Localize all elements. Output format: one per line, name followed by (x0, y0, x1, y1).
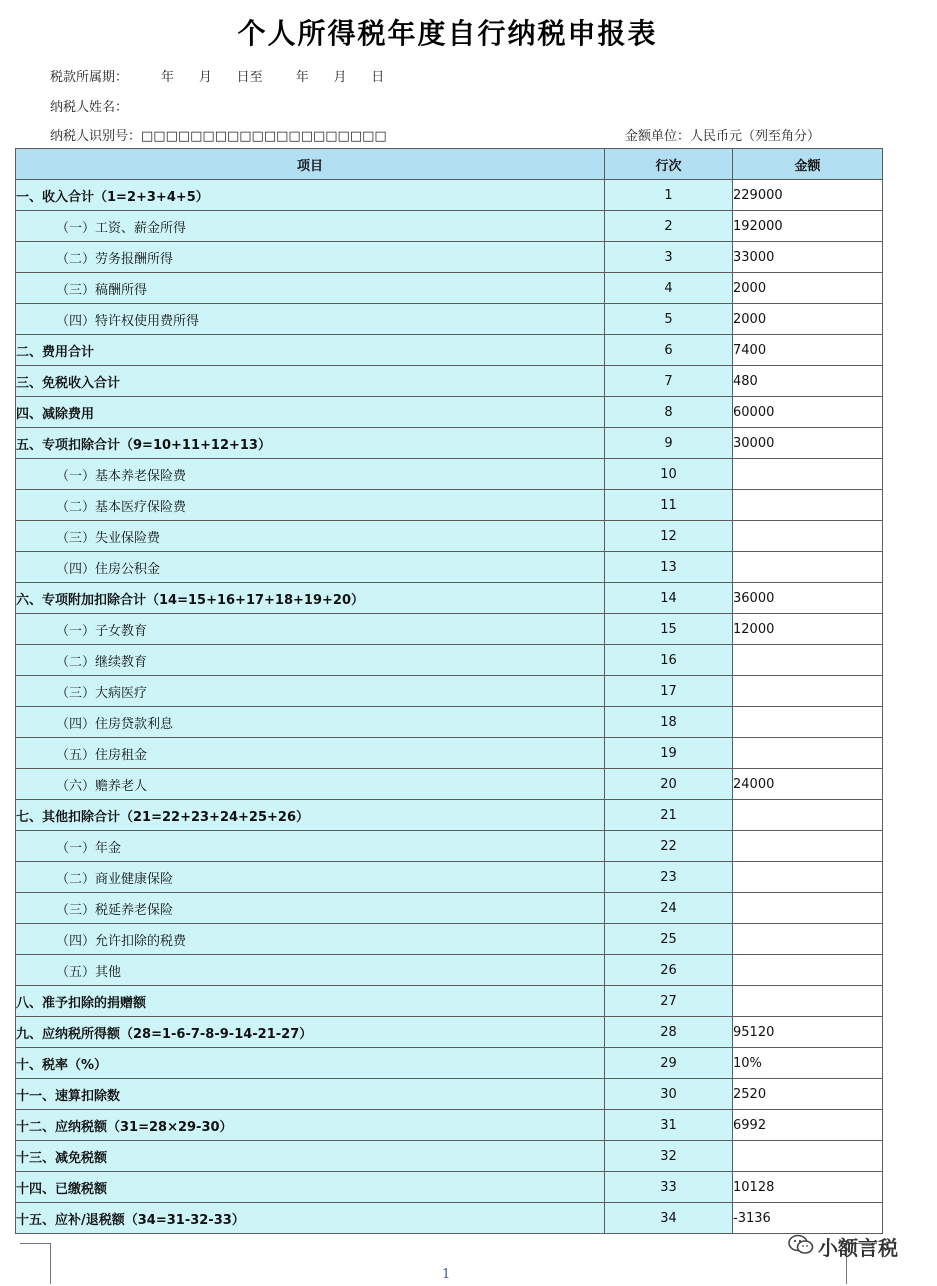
table-row (16, 676, 883, 707)
row-amount-cell[interactable]: 36000 (733, 583, 883, 614)
row-item-label: （一）年金 (16, 831, 605, 862)
row-line-number: 34 (605, 1203, 733, 1234)
row-line-number: 14 (605, 583, 733, 614)
header-line: 行次 (605, 149, 733, 180)
row-amount-cell[interactable] (733, 459, 883, 490)
row-item-label: 十一、速算扣除数 (16, 1079, 605, 1110)
row-item-label: 二、费用合计 (16, 335, 605, 366)
row-line-number: 15 (605, 614, 733, 645)
row-item-label: （一）工资、薪金所得 (16, 211, 605, 242)
table-row (16, 583, 883, 614)
row-line-number: 22 (605, 831, 733, 862)
row-amount-cell[interactable] (733, 831, 883, 862)
row-line-number: 33 (605, 1172, 733, 1203)
row-item-label: （二）劳务报酬所得 (16, 242, 605, 273)
row-amount-cell[interactable] (733, 924, 883, 955)
page-number: 1 (442, 1267, 451, 1282)
row-amount-cell[interactable]: 60000 (733, 397, 883, 428)
row-amount-cell[interactable] (733, 521, 883, 552)
row-amount-cell[interactable]: 2000 (733, 304, 883, 335)
table-row (16, 986, 883, 1017)
row-line-number: 4 (605, 273, 733, 304)
table-row (16, 273, 883, 304)
row-line-number: 27 (605, 986, 733, 1017)
table-row (16, 1141, 883, 1172)
table-row (16, 1017, 883, 1048)
table-row (16, 552, 883, 583)
row-item-label: 十四、已缴税额 (16, 1172, 605, 1203)
row-line-number: 29 (605, 1048, 733, 1079)
row-item-label: （三）税延养老保险 (16, 893, 605, 924)
row-amount-cell[interactable] (733, 676, 883, 707)
tax-return-table (15, 148, 883, 1234)
row-amount-cell[interactable] (733, 490, 883, 521)
row-amount-cell[interactable]: 10% (733, 1048, 883, 1079)
table-header-row (16, 149, 883, 180)
table-row (16, 738, 883, 769)
row-item-label: （一）子女教育 (16, 614, 605, 645)
row-item-label: 五、专项扣除合计（9=10+11+12+13） (16, 428, 605, 459)
row-item-label: （四）住房贷款利息 (16, 707, 605, 738)
table-row (16, 304, 883, 335)
header-amount: 金额 (733, 149, 883, 180)
table-row (16, 428, 883, 459)
row-amount-cell[interactable] (733, 800, 883, 831)
row-amount-cell[interactable] (733, 1141, 883, 1172)
table-row (16, 955, 883, 986)
row-amount-cell[interactable]: 229000 (733, 180, 883, 211)
row-line-number: 5 (605, 304, 733, 335)
row-item-label: （三）稿酬所得 (16, 273, 605, 304)
row-item-label: （四）允许扣除的税费 (16, 924, 605, 955)
row-item-label: 一、收入合计（1=2+3+4+5） (16, 180, 605, 211)
wechat-icon (788, 1234, 814, 1260)
row-line-number: 25 (605, 924, 733, 955)
table-row (16, 831, 883, 862)
row-item-label: 十三、减免税额 (16, 1141, 605, 1172)
taxpayer-name-label: 纳税人姓名： (50, 100, 129, 115)
row-line-number: 3 (605, 242, 733, 273)
row-amount-cell[interactable]: 2000 (733, 273, 883, 304)
row-line-number: 11 (605, 490, 733, 521)
table-row (16, 769, 883, 800)
table-row (16, 490, 883, 521)
row-item-label: 七、其他扣除合计（21=22+23+24+25+26） (16, 800, 605, 831)
row-amount-cell[interactable] (733, 893, 883, 924)
row-amount-cell[interactable] (733, 645, 883, 676)
table-row (16, 366, 883, 397)
row-amount-cell[interactable]: 7400 (733, 335, 883, 366)
row-item-label: 四、减除费用 (16, 397, 605, 428)
watermark-text: 小额言税 (818, 1236, 898, 1260)
table-row (16, 335, 883, 366)
row-line-number: 19 (605, 738, 733, 769)
row-line-number: 9 (605, 428, 733, 459)
row-line-number: 24 (605, 893, 733, 924)
table-row (16, 800, 883, 831)
row-line-number: 21 (605, 800, 733, 831)
table-row (16, 242, 883, 273)
table-row (16, 1172, 883, 1203)
table-row (16, 1203, 883, 1234)
table-row (16, 180, 883, 211)
table-row (16, 1110, 883, 1141)
taxpayer-id-label: 纳税人识别号： (50, 129, 142, 144)
row-amount-cell[interactable] (733, 955, 883, 986)
row-line-number: 7 (605, 366, 733, 397)
row-item-label: （三）大病医疗 (16, 676, 605, 707)
tax-period: 税款所属期： 年 月 日至 年 月 日 (50, 70, 385, 85)
row-amount-cell[interactable]: 12000 (733, 614, 883, 645)
table-row (16, 1079, 883, 1110)
row-amount-cell[interactable]: 480 (733, 366, 883, 397)
row-amount-cell[interactable] (733, 986, 883, 1017)
table-row (16, 521, 883, 552)
row-line-number: 12 (605, 521, 733, 552)
page-corner-mark-left (20, 1243, 51, 1284)
table-row (16, 645, 883, 676)
row-line-number: 2 (605, 211, 733, 242)
row-amount-cell[interactable] (733, 552, 883, 583)
row-amount-cell[interactable] (733, 707, 883, 738)
row-item-label: （三）失业保险费 (16, 521, 605, 552)
row-item-label: （四）特许权使用费所得 (16, 304, 605, 335)
table-row (16, 459, 883, 490)
row-line-number: 31 (605, 1110, 733, 1141)
table-row (16, 614, 883, 645)
table-row (16, 211, 883, 242)
row-line-number: 20 (605, 769, 733, 800)
row-item-label: 六、专项附加扣除合计（14=15+16+17+18+19+20） (16, 583, 605, 614)
row-amount-cell[interactable]: 30000 (733, 428, 883, 459)
row-item-label: （五）住房租金 (16, 738, 605, 769)
row-item-label: 九、应纳税所得额（28=1-6-7-8-9-14-21-27） (16, 1017, 605, 1048)
form-title: 个人所得税年度自行纳税申报表 (237, 17, 658, 50)
row-amount-cell[interactable]: 95120 (733, 1017, 883, 1048)
row-line-number: 10 (605, 459, 733, 490)
row-line-number: 18 (605, 707, 733, 738)
currency-unit: 金额单位：人民币元（列至角分） (625, 129, 821, 144)
row-item-label: （五）其他 (16, 955, 605, 986)
row-line-number: 30 (605, 1079, 733, 1110)
row-line-number: 8 (605, 397, 733, 428)
row-line-number: 32 (605, 1141, 733, 1172)
row-amount-cell[interactable]: 33000 (733, 242, 883, 273)
row-amount-cell[interactable]: -3136 (733, 1203, 883, 1234)
row-line-number: 13 (605, 552, 733, 583)
row-item-label: （六）赡养老人 (16, 769, 605, 800)
table-row (16, 893, 883, 924)
table-row (16, 1048, 883, 1079)
row-amount-cell[interactable]: 24000 (733, 769, 883, 800)
row-amount-cell[interactable]: 192000 (733, 211, 883, 242)
row-item-label: 三、免税收入合计 (16, 366, 605, 397)
row-item-label: 十二、应纳税额（31=28×29-30） (16, 1110, 605, 1141)
row-item-label: （四）住房公积金 (16, 552, 605, 583)
taxpayer-id-boxes: □□□□□□□□□□□□□□□□□□□□ (141, 129, 387, 144)
table-row (16, 397, 883, 428)
row-amount-cell[interactable] (733, 862, 883, 893)
row-line-number: 16 (605, 645, 733, 676)
row-amount-cell[interactable]: 6992 (733, 1110, 883, 1141)
header-item: 项目 (16, 149, 605, 180)
row-item-label: 十五、应补/退税额（34=31-32-33） (16, 1203, 605, 1234)
row-amount-cell[interactable]: 10128 (733, 1172, 883, 1203)
row-line-number: 1 (605, 180, 733, 211)
table-row (16, 924, 883, 955)
row-line-number: 23 (605, 862, 733, 893)
row-line-number: 17 (605, 676, 733, 707)
row-item-label: （二）基本医疗保险费 (16, 490, 605, 521)
row-item-label: （一）基本养老保险费 (16, 459, 605, 490)
row-item-label: 十、税率（%） (16, 1048, 605, 1079)
table-row (16, 707, 883, 738)
taxpayer-id-row (50, 125, 387, 144)
row-amount-cell[interactable]: 2520 (733, 1079, 883, 1110)
row-line-number: 26 (605, 955, 733, 986)
table-row (16, 862, 883, 893)
row-item-label: （二）继续教育 (16, 645, 605, 676)
row-item-label: （二）商业健康保险 (16, 862, 605, 893)
watermark (788, 1232, 898, 1261)
row-line-number: 28 (605, 1017, 733, 1048)
row-amount-cell[interactable] (733, 738, 883, 769)
row-line-number: 6 (605, 335, 733, 366)
row-item-label: 八、准予扣除的捐赠额 (16, 986, 605, 1017)
